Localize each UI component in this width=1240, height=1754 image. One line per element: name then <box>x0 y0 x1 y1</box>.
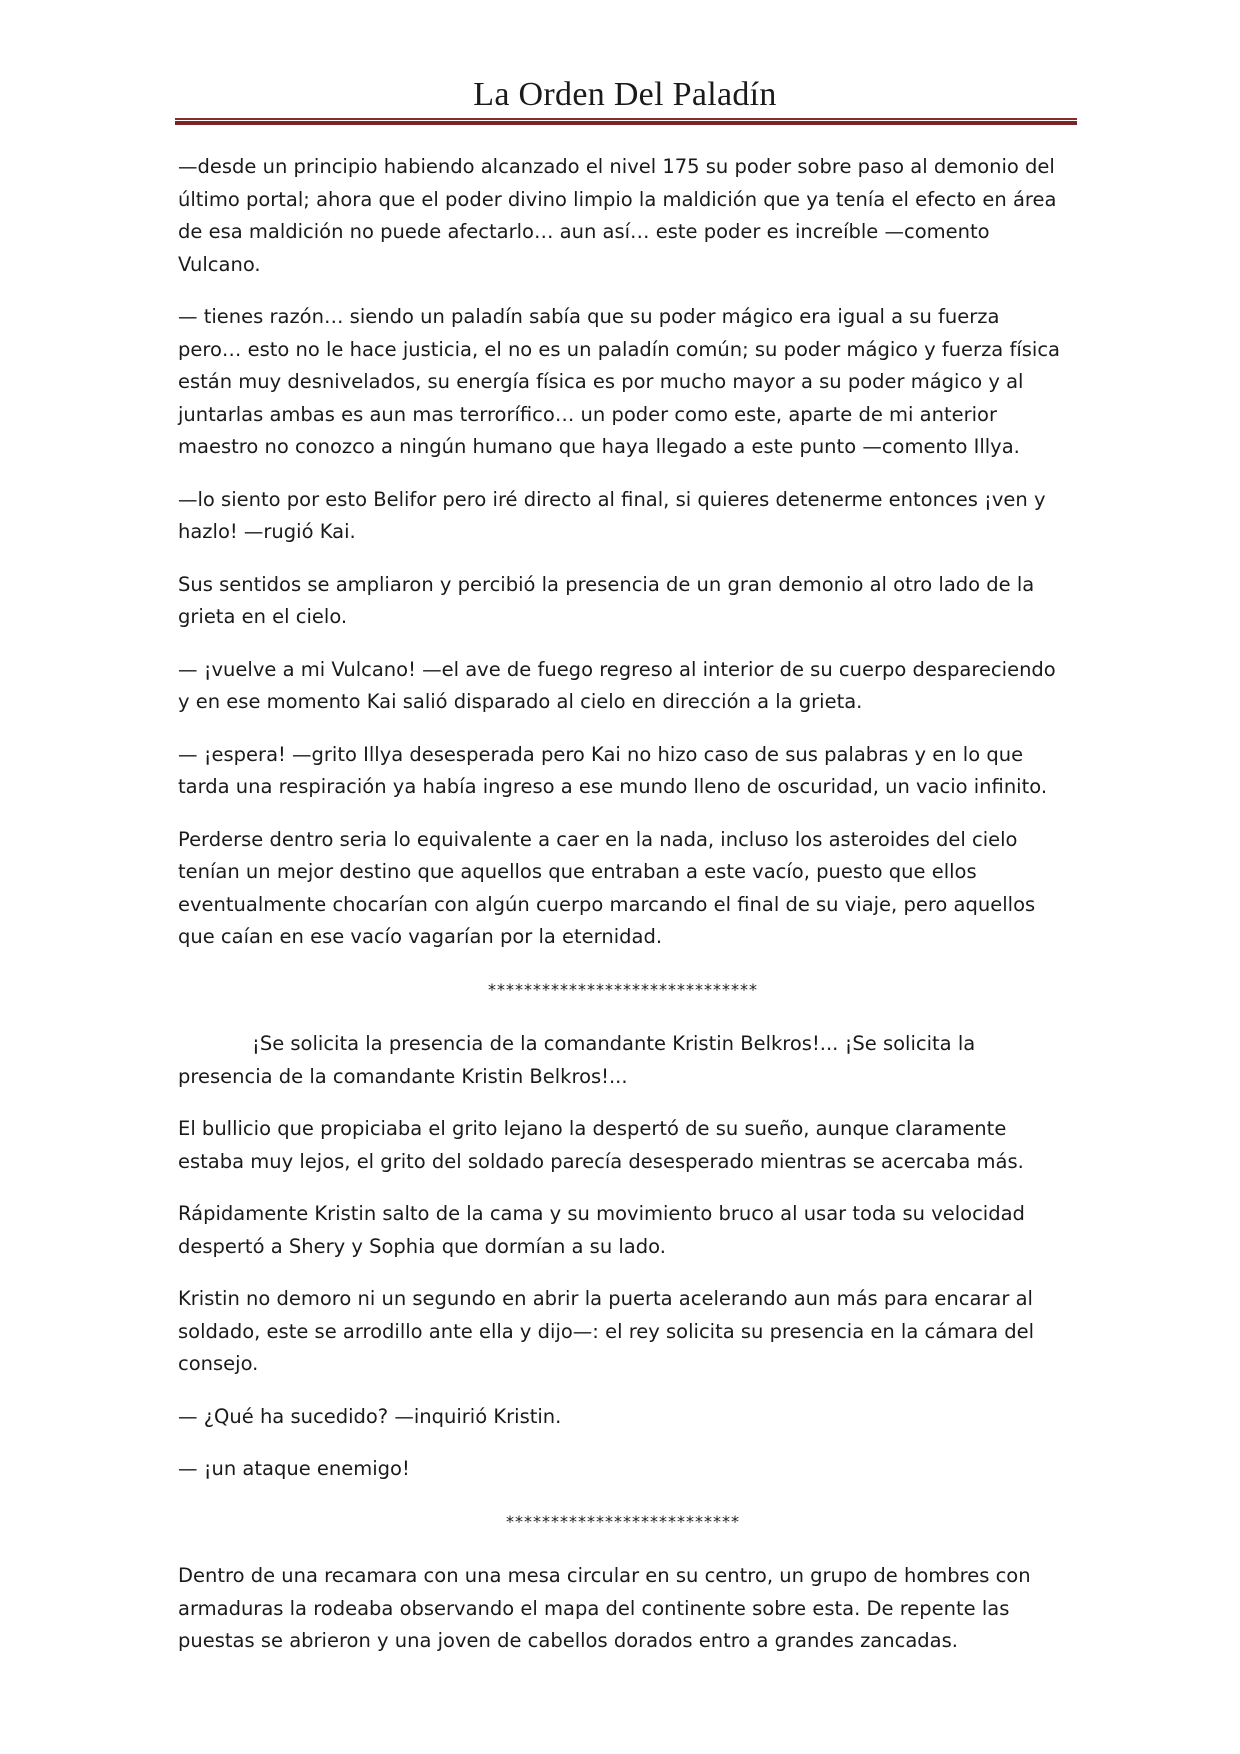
paragraph: — ¿Qué ha sucedido? —inquirió Kristin. <box>178 1404 562 1428</box>
header-divider <box>175 118 1077 126</box>
book-title: La Orden Del Paladín <box>473 76 777 113</box>
paragraph: — ¡un ataque enemigo! <box>178 1457 410 1480</box>
scene-separator: ****************************** <box>488 979 758 999</box>
paragraph: — ¡vuelve a mi Vulcano! —el ave de fuego regreso al interior de su cuerpo despareciendo y en ese momento Kai salió disparado al cielo en dirección a la grieta. <box>178 657 1056 713</box>
header-divider-thick <box>175 121 1077 125</box>
page-header <box>175 72 1075 118</box>
body-text <box>178 151 1068 1678</box>
paragraph: — tienes razón… siendo un paladín sabía que su poder mágico era igual a su fuerza pero… esto no le hace justicia, el no es un paladín común; su poder mágico y fuerza física están muy desnivelados, su energía física es por mucho mayor a su poder mágico y al juntarlas ambas es aun mas terrorífico… un poder como este, aparte de mi anterior maestro no conozco a ningún humano que haya llegado a este punto —comento Illya. <box>178 305 1060 458</box>
paragraph: — ¡espera! —grito Illya desesperada pero Kai no hizo caso de sus palabras y en lo que tarda una respiración ya había ingreso a ese mundo lleno de oscuridad, un vacio infinito. <box>178 742 1048 798</box>
paragraph: Dentro de una recamara con una mesa circular en su centro, un grupo de hombres con armaduras la rodeaba observando el mapa del continente sobre esta. De repente las puestas se abrieron y una joven de cabellos dorados entro a grandes zancadas. <box>178 1564 1031 1652</box>
paragraph: Sus sentidos se ampliaron y percibió la presencia de un gran demonio al otro lado de la grieta en el cielo. <box>178 572 1035 628</box>
paragraph: —desde un principio habiendo alcanzado el nivel 175 su poder sobre paso al demonio del último portal; ahora que el poder divino limpio la maldición que ya tenía el efecto en área de esa maldición no puede afectarlo… aun así… este poder es increíble —comento Vulcano. <box>178 155 1057 276</box>
paragraph: Kristin no demoro ni un segundo en abrir la puerta acelerando aun más para encarar al soldado, este se arrodillo ante ella y dijo—: el rey solicita su presencia en la cámara del consejo. <box>178 1287 1035 1375</box>
paragraph: Perderse dentro seria lo equivalente a caer en la nada, incluso los asteroides del cielo tenían un mejor destino que aquellos que entraban a este vacío, puesto que ellos eventualmente chocarían con algún cuerpo marcando el final de su viaje, pero aquellos que caían en ese vacío vagarían por la eternidad. <box>178 827 1036 948</box>
header-divider-thin <box>175 118 1077 120</box>
paragraph: Rápidamente Kristin salto de la cama y su movimiento bruco al usar toda su velocidad despertó a Shery y Sophia que dormían a su lado. <box>178 1202 1025 1258</box>
scene-separator: ************************** <box>506 1511 740 1531</box>
paragraph: —lo siento por esto Belifor pero iré directo al final, si quieres detenerme entonces ¡ven y hazlo! —rugió Kai. <box>178 487 1046 543</box>
paragraph: ¡Se solicita la presencia de la comandante Kristin Belkros!... ¡Se solicita la presencia de la comandante Kristin Belkros!... <box>178 1032 976 1088</box>
paragraph: El bullicio que propiciaba el grito lejano la despertó de su sueño, aunque claramente estaba muy lejos, el grito del soldado parecía desesperado mientras se acercaba más. <box>178 1117 1024 1173</box>
